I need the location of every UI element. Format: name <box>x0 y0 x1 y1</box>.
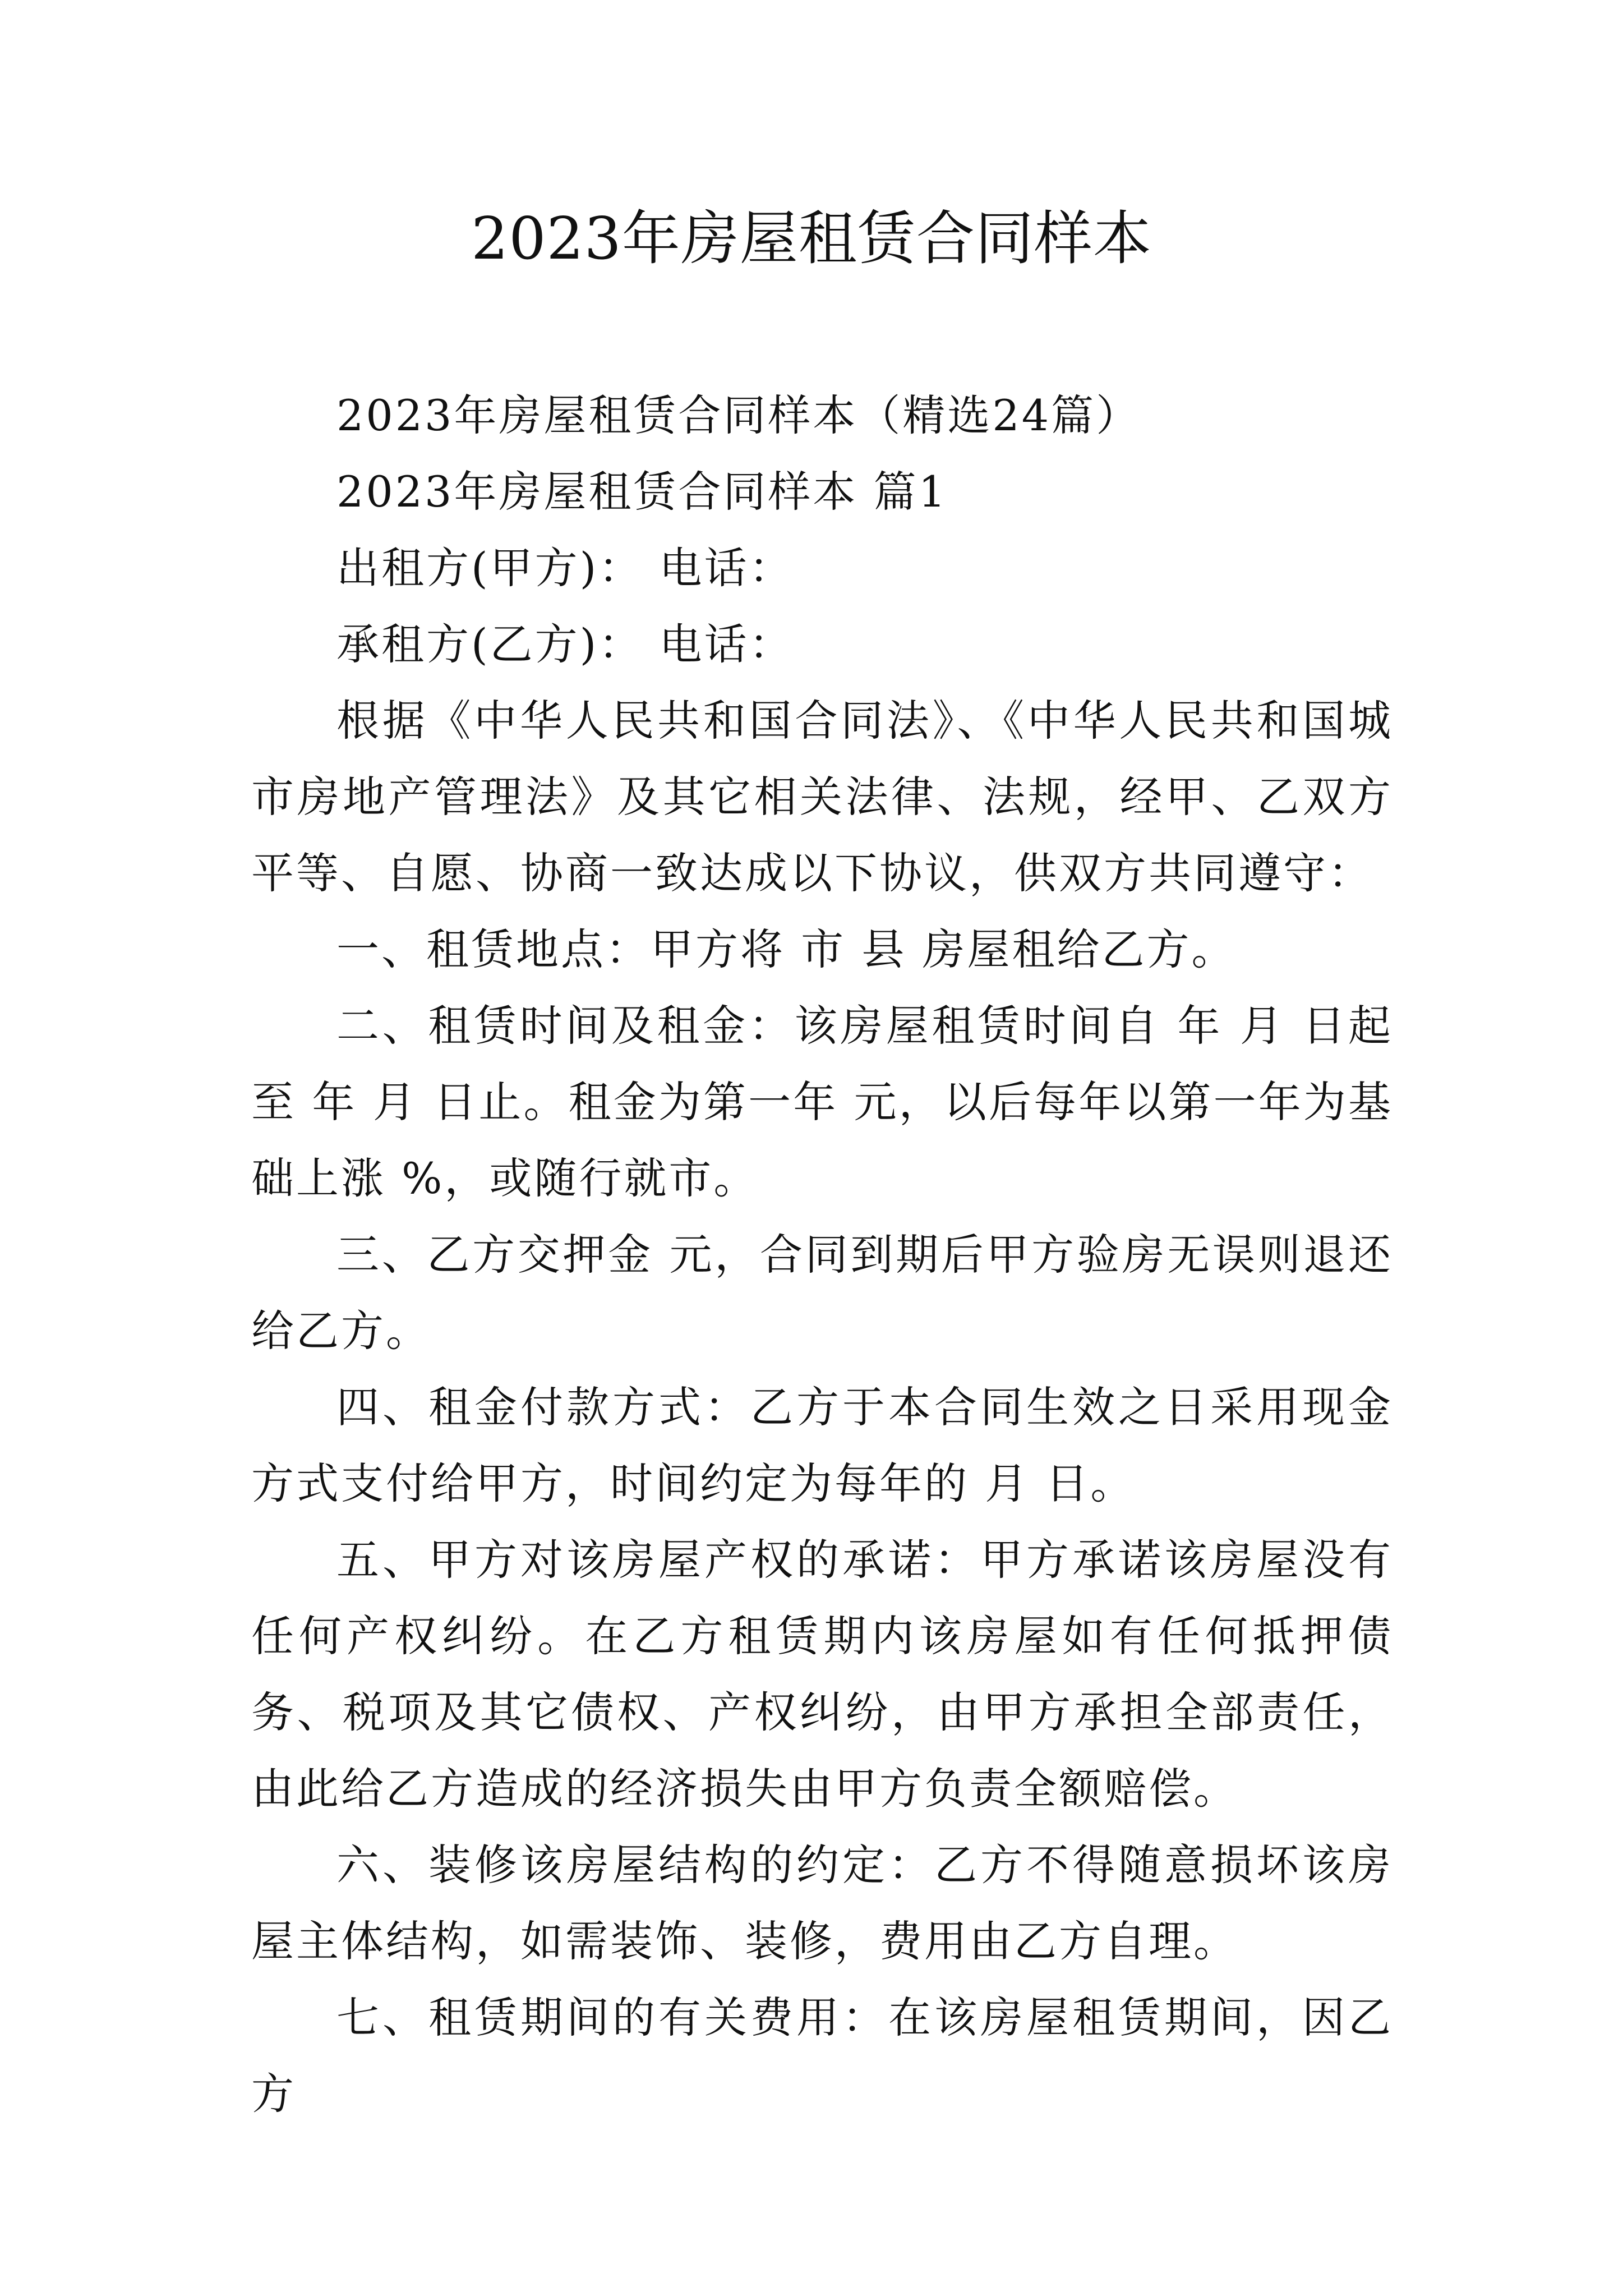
clause-2: 二、租赁时间及租金：该房屋租赁时间自 年 月 日起至 年 月 日止。租金为第一年 元，以后每年以第一年为基础上涨 %，或随行就市。 <box>251 1001 1393 1203</box>
clause-3: 三、乙方交押金 元，合同到期后甲方验房无误则退还给乙方。 <box>251 1230 1393 1356</box>
lessor-line: 出租方(甲方)： 电话： <box>336 543 794 593</box>
subtitle-line: 2023年房屋租赁合同样本（精选24篇） <box>336 390 1141 440</box>
clause-4: 四、租金付款方式：乙方于本合同生效之日采用现金方式支付给甲方，时间约定为每年的 月 日。 <box>251 1382 1393 1508</box>
document-body <box>251 378 1393 2132</box>
preamble-paragraph: 根据《中华人民共和国合同法》、《中华人民共和国城市房地产管理法》及其它相关法律、法规，经甲、乙双方平等、自愿、协商一致达成以下协议，供双方共同遵守： <box>251 696 1393 898</box>
document-title: 2023年房屋租赁合同样本 <box>471 204 1152 273</box>
section-heading: 2023年房屋租赁合同样本 篇1 <box>336 467 948 517</box>
clause-1: 一、租赁地点：甲方将 市 县 房屋租给乙方。 <box>336 924 1237 974</box>
clause-5: 五、甲方对该房屋产权的承诺：甲方承诺该房屋没有任何产权纠纷。在乙方租赁期内该房屋如有任何抵押债务、税项及其它债权、产权纠纷，由甲方承担全部责任，由此给乙方造成的经济损失由甲方负责全额赔偿。 <box>251 1535 1393 1814</box>
clause-6: 六、装修该房屋结构的约定：乙方不得随意损坏该房屋主体结构，如需装饰、装修，费用由乙方自理。 <box>251 1840 1393 1966</box>
clause-7: 七、租赁期间的有关费用：在该房屋租赁期间，因乙方 <box>251 1993 1393 2119</box>
lessee-line: 承租方(乙方)： 电话： <box>336 619 794 669</box>
